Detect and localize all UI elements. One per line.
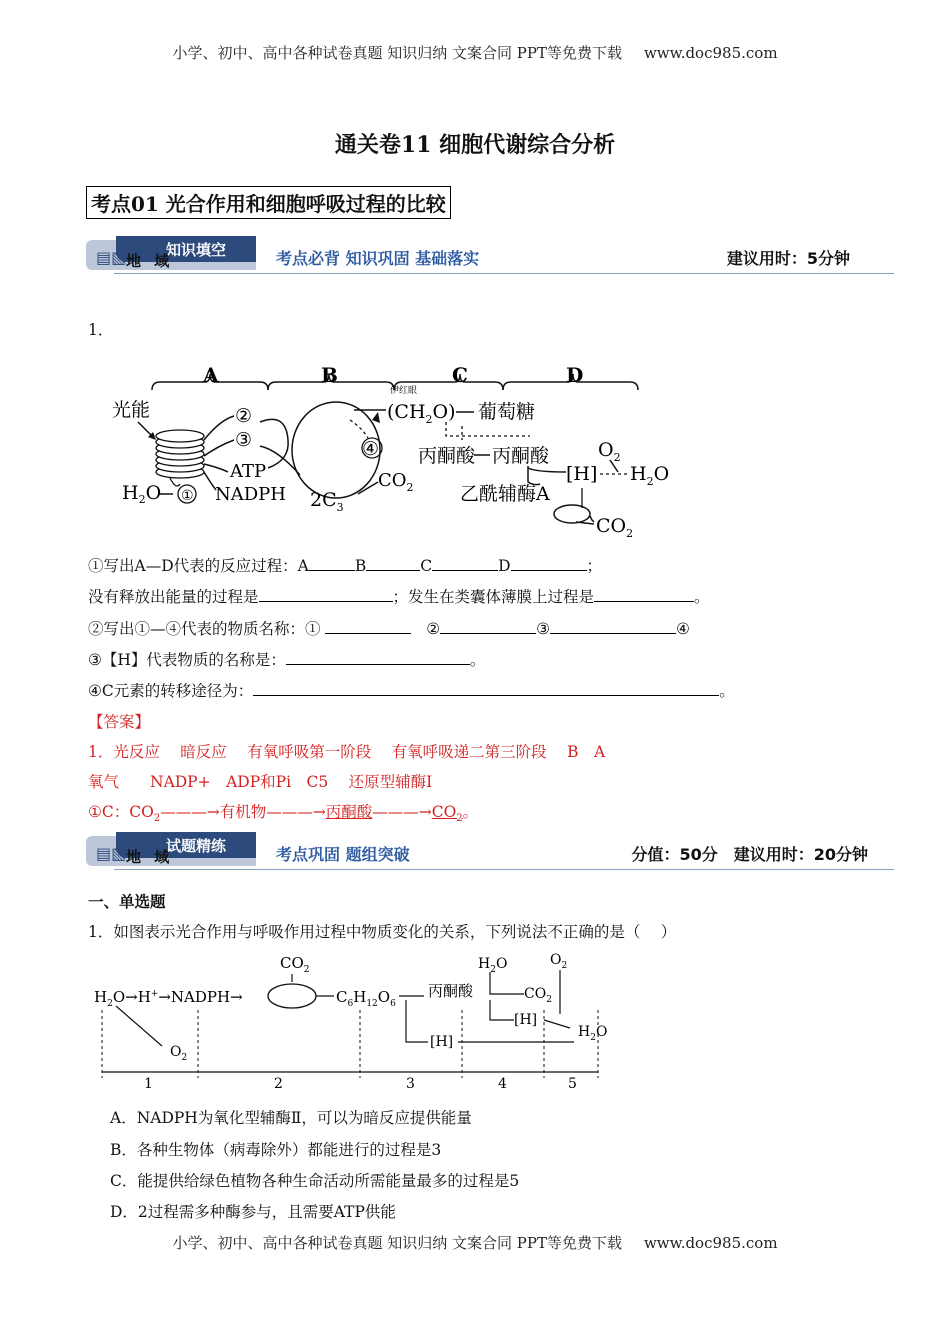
blank-carbon[interactable] [253,682,719,696]
blank-2[interactable] [440,620,536,634]
nadph-label: NADPH [215,484,286,505]
label-1: ① [181,488,194,504]
acetyl-coa: 乙酰辅酶A [460,483,550,505]
stage-5: 5 [568,1076,577,1092]
thylakoid-stack [156,430,204,478]
c3-label: $2C_3$ [310,489,344,514]
tca-cycle [554,505,590,523]
q1-line5-end: 。 [719,682,735,700]
q1-number: 1． [88,321,114,339]
book-icon: ▤▧ [96,248,127,267]
section-heading: 一、单选题 [88,892,166,911]
question-1: 1．如图表示光合作用与呼吸作用过程中物质变化的关系，下列说法不正确的是（ ） [88,923,677,941]
tca-arrow [590,516,594,522]
label-4: ④ [362,438,380,460]
d2-h2o-b: $H_2O$ [478,956,508,975]
ans3-sub2: 2 [456,813,463,825]
h2o-right: $H_2O$ [630,463,670,488]
header-site[interactable]: www.doc985.com [643,44,778,62]
blank-d[interactable] [511,557,587,571]
tca-to-co2 [576,522,594,524]
calvin-arrowhead [372,412,380,423]
d2-h2o: $H_2O\to H^+\to NADPH\to$ [94,988,243,1009]
ans3-e: CO [431,803,457,821]
footer-site[interactable]: www.doc985.com [643,1234,778,1252]
ans3-b: ———→有机物———→ [160,803,326,821]
to-circle3-arrow [204,440,234,456]
q1-line1-text: ①写出A—D代表的反应过程：A [88,557,309,575]
q1-line3-text: ②写出①—④代表的物质名称：① [88,620,321,638]
q1-line1-b: B [354,557,367,575]
d2-water-in [490,972,524,994]
answer-line1: 1．光反应 暗反应 有氧呼吸第一阶段 有氧呼吸递二第三阶段 B A [88,743,606,761]
q1-line1-end: ； [586,557,603,575]
q1-line4-text: ③【H】代表物质的名称是： [88,651,286,669]
light-energy: 光能 [112,399,151,421]
banner-region: 地 域 [126,252,174,270]
d2-pyruvate: 丙酮酸 [428,982,474,1000]
d2-to-o2 [116,1006,162,1046]
q1-line4 [88,648,485,670]
banner-knowledge [86,236,894,282]
d2-co2-b: $CO_2$ [524,986,552,1005]
option-d[interactable]: D．2过程需多种酶参与，且需要ATP供能 [110,1203,396,1221]
q1-line3-d: ④ [676,620,690,638]
ans3-d: ———→ [372,803,432,821]
blank-1[interactable] [325,620,411,634]
page-footer [0,1232,950,1253]
label-2: ② [235,405,253,427]
water-split-arrow [170,478,180,486]
ans3-co2 [431,803,463,825]
co2-bottom: $CO_2$ [596,515,634,540]
o2-label: $O_2$ [598,439,621,464]
blank-b[interactable] [366,557,420,571]
q1-line5-text: ④C元素的转移途径为： [88,682,254,700]
q1-line1 [88,554,602,576]
h2o-label: $H_2O$ [122,482,162,506]
blank-3[interactable] [550,620,676,634]
metabolism-stage-diagram [94,950,624,1100]
d2-to-h2 [490,1000,514,1020]
d2-h2o-c: $H_2O$ [578,1024,608,1043]
d2-o2: $O_2$ [170,1044,188,1063]
d2-h2-to-water [544,1020,570,1028]
banner-motto: 考点必背 知识巩固 基础落实 [276,249,480,268]
d2-glucose: $C_6H_{12}O_6$ [336,988,396,1009]
pyr-to-h-arrow [528,468,566,472]
pyruvate-1: 丙酮酸 [418,445,476,467]
stage-3: 3 [406,1076,415,1092]
banner2-line [114,869,894,871]
atp-label: ATP [230,461,267,482]
photosynthesis-respiration-diagram [110,360,690,550]
h-label: [H] [566,463,598,485]
book-icon-2: ▤▧ [96,844,127,863]
to-circle2-arrow [204,416,234,440]
ans3-sub: 2 [153,813,161,825]
q1-line2-end: 。 [694,588,710,606]
option-a[interactable]: A．NADPH为氧化型辅酶Ⅱ，可以为暗反应提供能量 [110,1109,472,1127]
dashed-to-4 [350,420,368,438]
d2-to-h1 [406,1000,428,1042]
banner-time: 建议用时：5分钟 [726,249,850,268]
banner-tag-label: 知识填空 [166,241,227,259]
co2-label: $CO_2$ [378,470,414,494]
option-b[interactable]: B．各种生物体（病毒除外）都能进行的过程是3 [110,1141,442,1159]
answer-line2: 氧气 NADP+ ADP和Pi C5 还原型辅酶I [88,773,433,791]
label-a: A [203,363,219,387]
q1-line2 [88,585,710,607]
q1-line1-d: D [498,557,511,575]
answer-line3 [88,800,478,824]
ch2o-label: $(CH_2O)$ [387,401,456,426]
banner-line [114,273,894,275]
stage-2: 2 [274,1076,283,1092]
q1-line1-c: C [420,557,433,575]
q1-line5 [88,679,735,701]
d2-co2: $CO_2$ [280,954,310,975]
q1-line3 [88,617,690,639]
label-c: C [452,363,468,387]
blank-thylakoid[interactable] [594,588,694,602]
blank-no-energy[interactable] [259,588,393,602]
blank-h[interactable] [286,651,470,665]
header-text: 小学、初中、高中各种试卷真题 知识归纳 文案合同 PPT等免费下载 [172,44,622,62]
q1-line3-b: ② [426,620,441,638]
d2-h-1: [H] [430,1034,454,1050]
answer-label: 【答案】 [88,713,151,731]
banner2-motto: 考点巩固 题组突破 [276,845,410,864]
banner2-region: 地 域 [126,848,174,866]
d2-cycle [268,984,316,1008]
q1-line2-text: 没有释放出能量的过程是 [88,588,259,606]
footer-text: 小学、初中、高中各种试卷真题 知识归纳 文案合同 PPT等免费下载 [172,1234,622,1252]
d2-o2-top: $O_2$ [550,952,568,971]
d2-h-2: [H] [514,1012,538,1028]
page-header [0,42,950,63]
label-d: D [566,363,584,387]
to-atp-arrow [204,464,228,472]
stage-1: 1 [144,1076,153,1092]
blank-c[interactable] [432,557,498,571]
banner2-time: 分值：50分 建议用时：20分钟 [631,845,868,864]
q1-line4-end: 。 [469,651,486,669]
option-c[interactable]: C．能提供给绿色植物各种生命活动所需能量最多的过程是5 [110,1172,520,1190]
page-title: 通关卷11 细胞代谢综合分析 [334,132,616,158]
label-b: B [321,363,338,387]
ans3-f: 。 [462,803,479,821]
ans3-a: ①C：CO [88,803,154,821]
pyruvate-2: 丙酮酸 [492,445,550,467]
banner2-tag-label: 试题精练 [166,837,227,855]
kaodian-heading: 考点01 光合作用和细胞呼吸过程的比较 [86,186,451,219]
stage-4: 4 [498,1076,507,1092]
glucose-label: 葡萄糖 [478,401,536,423]
q1-line2-b: ；发生在类囊体薄膜上过程是 [392,588,595,606]
q1-line3-c: ③ [536,620,551,638]
dashed-to-pyr [446,422,530,436]
banner-practice [86,832,894,878]
label-3: ③ [235,429,253,451]
ans3-c: 丙酮酸 [325,803,373,821]
blank-a[interactable] [309,557,355,571]
tiny-label: 伊红眼 [390,386,418,396]
